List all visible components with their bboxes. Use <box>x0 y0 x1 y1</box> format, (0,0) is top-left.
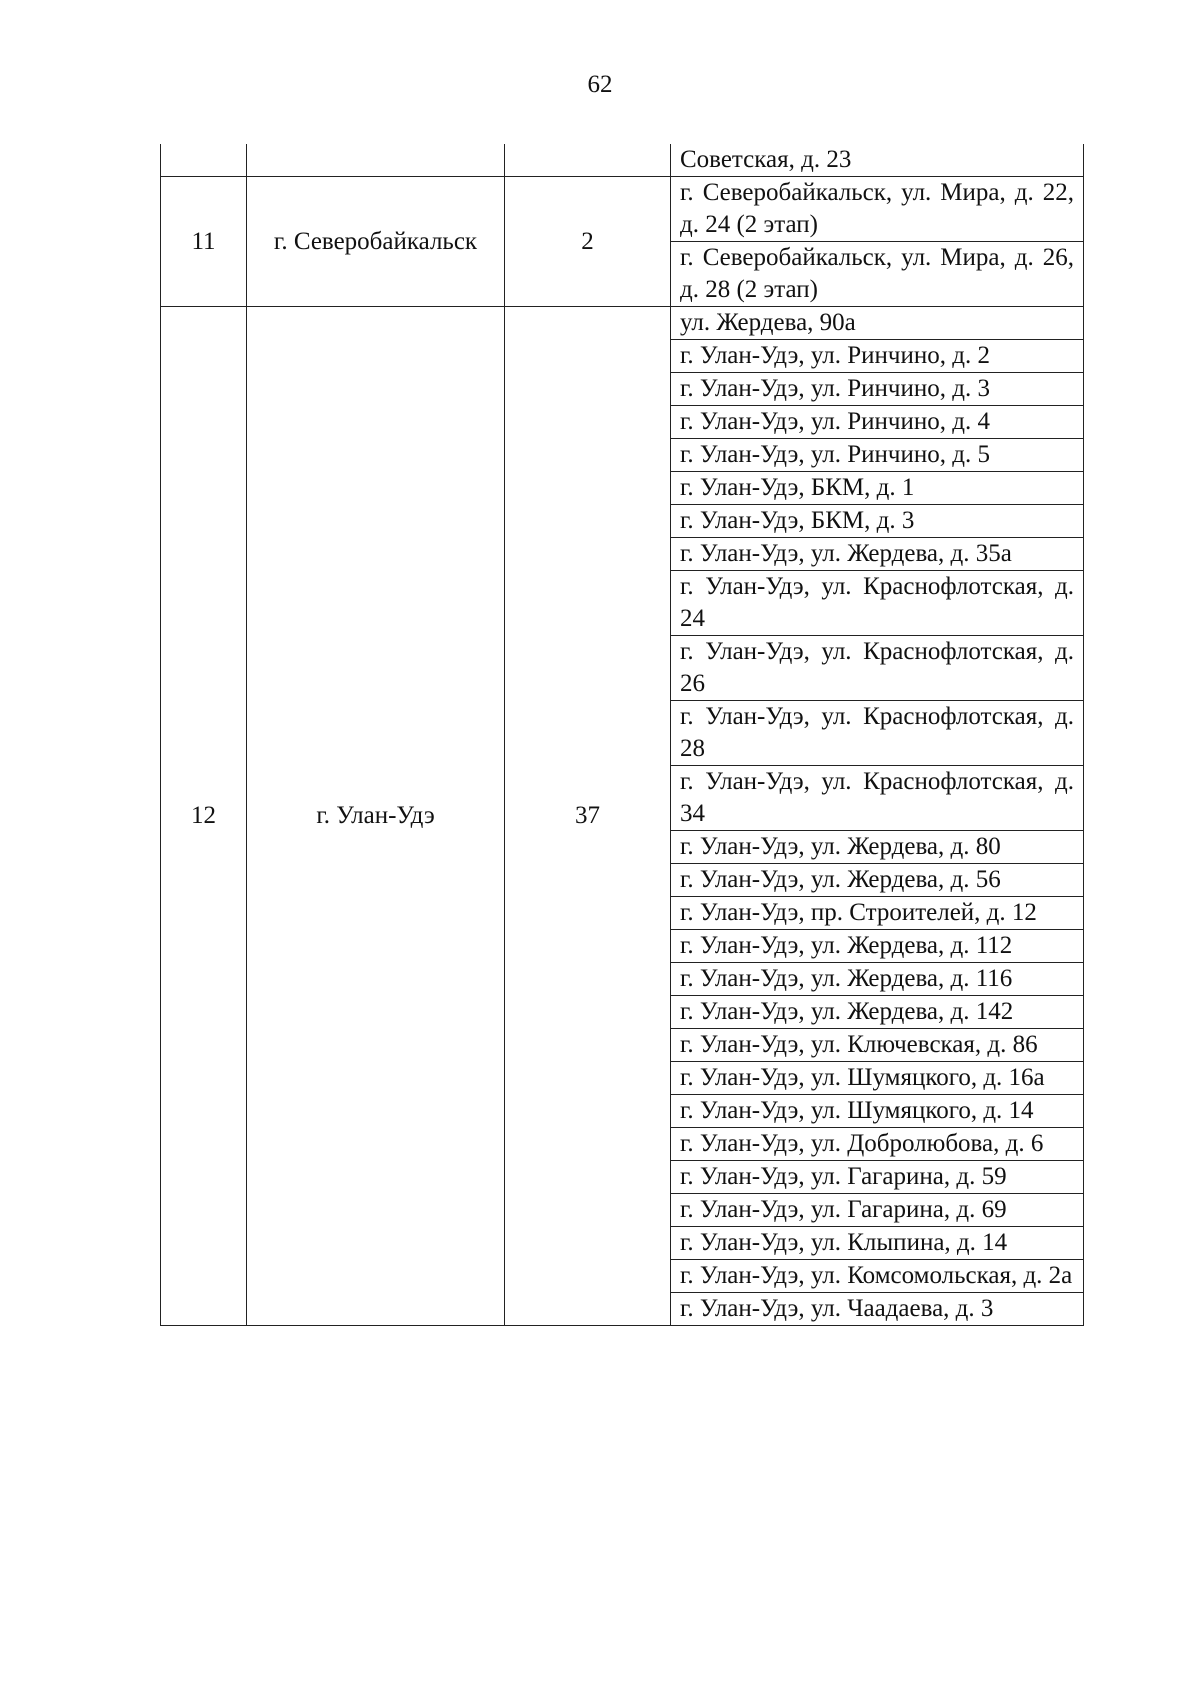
cell-number: 12 <box>161 307 247 1326</box>
cell-address: г. Улан-Удэ, ул. Чаадаева, д. 3 <box>671 1293 1084 1326</box>
page-number: 62 <box>587 71 613 98</box>
address-table <box>160 144 1084 1326</box>
cell-address: г. Улан-Удэ, ул. Шумяцкого, д. 14 <box>671 1095 1084 1128</box>
cell-address: г. Улан-Удэ, ул. Жердева, д. 142 <box>671 996 1084 1029</box>
cell-address: г. Улан-Удэ, БКМ, д. 1 <box>671 472 1084 505</box>
cell-number <box>161 144 247 177</box>
cell-city: г. Северобайкальск <box>247 177 505 307</box>
cell-address: г. Улан-Удэ, ул. Комсомольская, д. 2а <box>671 1260 1084 1293</box>
cell-address: г. Улан-Удэ, ул. Краснофлотская, д. 26 <box>671 636 1084 701</box>
cell-city: г. Улан-Удэ <box>247 307 505 1326</box>
cell-count: 2 <box>505 177 671 307</box>
cell-count: 37 <box>505 307 671 1326</box>
cell-address: г. Улан-Удэ, ул. Краснофлотская, д. 24 <box>671 571 1084 636</box>
cell-address: г. Улан-Удэ, ул. Жердева, д. 116 <box>671 963 1084 996</box>
cell-address: г. Улан-Удэ, ул. Жердева, д. 112 <box>671 930 1084 963</box>
cell-address: г. Улан-Удэ, ул. Добролюбова, д. 6 <box>671 1128 1084 1161</box>
cell-address: г. Улан-Удэ, ул. Ринчино, д. 5 <box>671 439 1084 472</box>
cell-address: г. Улан-Удэ, ул. Клыпина, д. 14 <box>671 1227 1084 1260</box>
cell-address: г. Улан-Удэ, ул. Гагарина, д. 59 <box>671 1161 1084 1194</box>
cell-city <box>247 144 505 177</box>
cell-address: г. Улан-Удэ, ул. Ключевская, д. 86 <box>671 1029 1084 1062</box>
table-row <box>161 177 1084 242</box>
cell-address: г. Улан-Удэ, ул. Жердева, д. 35а <box>671 538 1084 571</box>
cell-address: г. Северобайкальск, ул. Мира, д. 26, д. 28 (2 этап) <box>671 242 1084 307</box>
cell-number: 11 <box>161 177 247 307</box>
cell-address: г. Улан-Удэ, ул. Краснофлотская, д. 28 <box>671 701 1084 766</box>
cell-address: г. Улан-Удэ, ул. Краснофлотская, д. 34 <box>671 766 1084 831</box>
cell-address: Советская, д. 23 <box>671 144 1084 177</box>
cell-address: г. Улан-Удэ, ул. Шумяцкого, д. 16а <box>671 1062 1084 1095</box>
cell-address: г. Северобайкальск, ул. Мира, д. 22, д. 24 (2 этап) <box>671 177 1084 242</box>
cell-address: г. Улан-Удэ, ул. Жердева, д. 56 <box>671 864 1084 897</box>
cell-address: г. Улан-Удэ, БКМ, д. 3 <box>671 505 1084 538</box>
cell-count <box>505 144 671 177</box>
cell-address: г. Улан-Удэ, ул. Ринчино, д. 3 <box>671 373 1084 406</box>
cell-address: ул. Жердева, 90а <box>671 307 1084 340</box>
cell-address: г. Улан-Удэ, ул. Гагарина, д. 69 <box>671 1194 1084 1227</box>
table-row-continued <box>161 144 1084 177</box>
cell-address: г. Улан-Удэ, ул. Жердева, д. 80 <box>671 831 1084 864</box>
cell-address: г. Улан-Удэ, ул. Ринчино, д. 4 <box>671 406 1084 439</box>
table-body <box>161 144 1084 1326</box>
cell-address: г. Улан-Удэ, ул. Ринчино, д. 2 <box>671 340 1084 373</box>
cell-address: г. Улан-Удэ, пр. Строителей, д. 12 <box>671 897 1084 930</box>
table-row <box>161 307 1084 340</box>
